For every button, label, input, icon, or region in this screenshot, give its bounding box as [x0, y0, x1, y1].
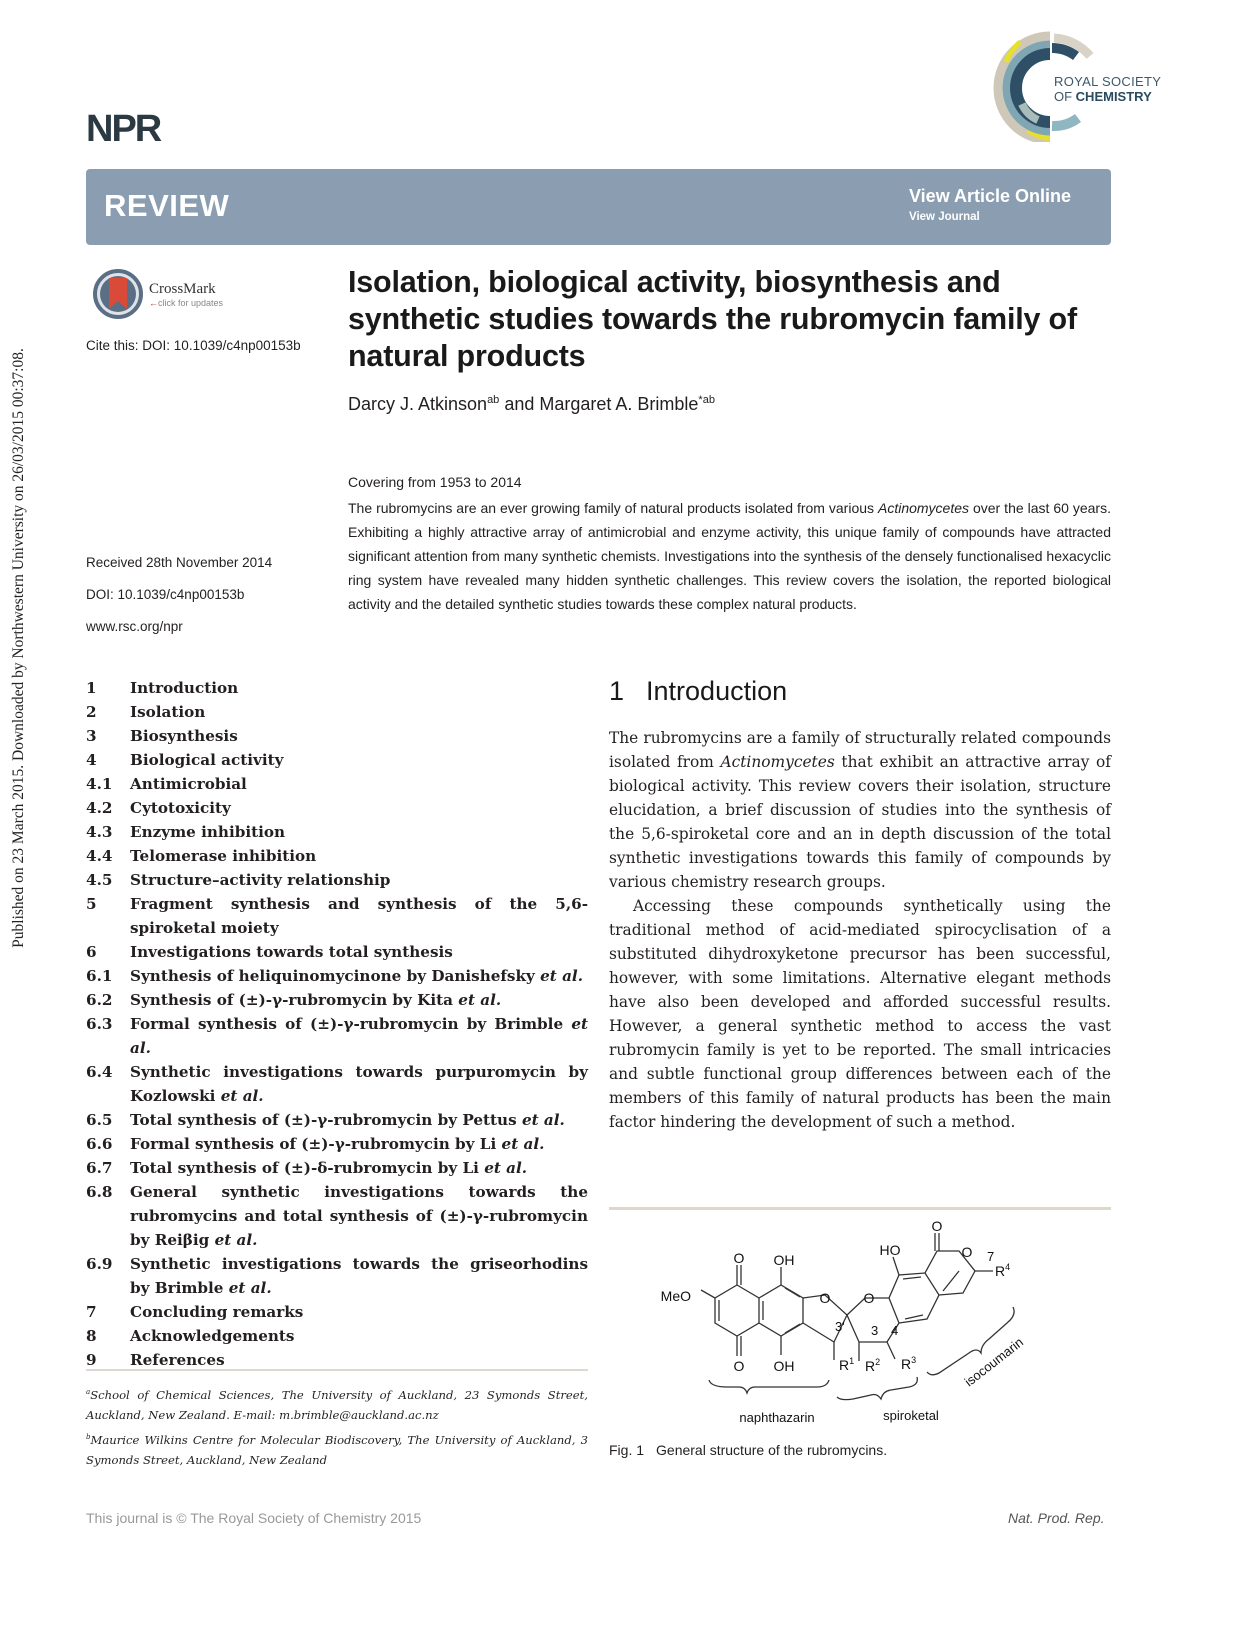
affiliation-text: School of Chemical Sciences, The University of Auckland, 23 Symonds Street, Auckland, New Zealand. E-mail: m.brimble@auckland.ac.nz	[86, 1387, 588, 1423]
toc-label	[130, 964, 588, 988]
table-of-contents	[86, 676, 588, 1372]
abstract-italic: Actinomycetes	[877, 500, 970, 516]
journal-abbrev: NPR	[86, 108, 161, 150]
author-name[interactable]: Darcy J. Atkinson	[348, 394, 488, 414]
label-spiroketal: spiroketal	[883, 1408, 939, 1423]
toc-number: 1	[86, 679, 97, 697]
label-o: O	[961, 1244, 973, 1260]
toc-label-text: References	[130, 1351, 225, 1369]
publisher-name-line2	[1054, 89, 1152, 104]
toc-number: 8	[86, 1327, 97, 1345]
figure-label: Fig. 1	[609, 1442, 645, 1458]
label-o: O	[931, 1218, 943, 1234]
toc-etal: et al.	[214, 1231, 258, 1249]
toc-label-text: Telomerase inhibition	[130, 847, 317, 865]
paragraph	[609, 726, 1111, 894]
toc-item[interactable]	[86, 868, 588, 892]
abstract-text: over the last 60 years. Exhibiting a highly attractive array of antimicrobial and enzyme activity, this unique family of compounds have attracted significant attention from many synthetic chemists. Investigations into the synthesis of the densely functionalised hexacyclic ring system have revealed many hidden synthetic challenges. This review covers the isolation, the reported biological activity and the detailed synthetic studies towards these complex natural products.	[348, 500, 1111, 612]
toc-label-text: Synthetic investigations towards purpuromycin by Kozlowski	[130, 1063, 588, 1105]
toc-label	[130, 940, 588, 964]
label-position-7: 7	[987, 1249, 995, 1264]
section-heading-introduction	[609, 676, 787, 707]
publisher-name-bold: CHEMISTRY	[1075, 89, 1152, 104]
toc-item[interactable]	[86, 1060, 588, 1108]
toc-label	[130, 724, 588, 748]
doi[interactable]: DOI: 10.1039/c4np00153b	[86, 587, 245, 602]
toc-item[interactable]	[86, 748, 588, 772]
toc-label	[130, 1324, 588, 1348]
toc-etal: et al.	[540, 967, 583, 985]
toc-number: 6.6	[86, 1135, 113, 1153]
toc-number: 4.4	[86, 847, 113, 865]
paragraph-italic: Actinomycetes	[720, 753, 835, 771]
affiliation-text: Maurice Wilkins Centre for Molecular Biodiscovery, The University of Auckland, 3 Symonds Street, Auckland, New Zealand	[86, 1432, 588, 1468]
download-stamp	[6, 318, 32, 978]
toc-number: 6.8	[86, 1183, 113, 1201]
toc-item[interactable]	[86, 796, 588, 820]
toc-label-text: Fragment synthesis and synthesis of the 5,6-spiroketal moiety	[130, 895, 588, 937]
section-title: Introduction	[646, 676, 788, 706]
toc-label-text: Acknowledgements	[130, 1327, 295, 1345]
toc-label-text: Isolation	[130, 703, 206, 721]
toc-number: 6.5	[86, 1111, 113, 1129]
toc-item[interactable]	[86, 1108, 588, 1132]
toc-etal: et al.	[484, 1159, 528, 1177]
label-naphthazarin: naphthazarin	[739, 1410, 815, 1425]
crossmark-title: CrossMark	[149, 280, 216, 297]
abstract	[348, 496, 1111, 616]
toc-item[interactable]	[86, 1156, 588, 1180]
toc-etal: et al.	[458, 991, 502, 1009]
toc-label	[130, 988, 588, 1012]
author-name[interactable]: Margaret A. Brimble	[539, 394, 699, 414]
toc-number: 2	[86, 703, 97, 721]
toc-label-text: Synthesis of (±)-γ-rubromycin by Kita	[130, 991, 459, 1009]
toc-number: 3	[86, 727, 97, 745]
publisher-logo[interactable]	[992, 30, 1162, 142]
toc-label-text: Enzyme inhibition	[130, 823, 286, 841]
toc-label	[130, 1252, 588, 1300]
figure-caption	[609, 1442, 887, 1458]
cite-this	[86, 338, 301, 353]
toc-etal: et al.	[220, 1087, 264, 1105]
toc-label-text: Synthetic investigations towards the griseorhodins by Brimble	[130, 1255, 588, 1297]
author-list	[348, 394, 715, 415]
toc-label	[130, 1060, 588, 1108]
label-ho: HO	[879, 1242, 901, 1258]
toc-item[interactable]	[86, 964, 588, 988]
coverage-period: Covering from 1953 to 2014	[348, 474, 522, 490]
label-oh: OH	[773, 1358, 795, 1374]
figure-divider	[609, 1207, 1111, 1210]
section-number: 1	[609, 676, 625, 706]
toc-number: 4	[86, 751, 97, 769]
label-oh: OH	[773, 1252, 795, 1268]
toc-label-text: Total synthesis of (±)-γ-rubromycin by Pettus	[130, 1111, 522, 1129]
toc-etal: et al.	[130, 1015, 588, 1057]
author-affil-mark: *ab	[698, 394, 715, 406]
toc-item[interactable]	[86, 676, 588, 700]
crossmark-subtitle-text: click for updates	[158, 297, 224, 308]
toc-label-text: Formal synthesis of (±)-γ-rubromycin by Brimble	[130, 1015, 572, 1033]
toc-label	[130, 1300, 588, 1324]
journal-website-link[interactable]: www.rsc.org/npr	[86, 619, 183, 634]
toc-label	[130, 820, 588, 844]
label-isocoumarin: isocoumarin	[961, 1334, 1027, 1390]
rubromycin-structure-diagram	[609, 1215, 1111, 1430]
view-article-online-link[interactable]: View Article Online	[909, 186, 1072, 206]
cite-doi[interactable]: DOI: 10.1039/c4np00153b	[142, 338, 301, 353]
toc-item[interactable]	[86, 1252, 588, 1300]
toc-label	[130, 796, 588, 820]
toc-label	[130, 868, 588, 892]
label-o: O	[819, 1290, 831, 1306]
paragraph-text: The rubromycins are a family of structurally related compounds isolated from	[609, 729, 1111, 771]
toc-number: 4.3	[86, 823, 113, 841]
author-joiner: and	[499, 394, 540, 414]
toc-label-text: Synthesis of heliquinomycinone by Danishefsky	[130, 967, 541, 985]
toc-label-text: Antimicrobial	[130, 775, 247, 793]
affiliation-a	[86, 1382, 588, 1426]
label-o: O	[733, 1250, 745, 1266]
toc-label-text: Concluding remarks	[130, 1303, 304, 1321]
toc-item[interactable]	[86, 700, 588, 724]
toc-number: 7	[86, 1303, 97, 1321]
toc-etal: et al.	[521, 1111, 565, 1129]
toc-number: 5	[86, 895, 97, 913]
arrow-left-icon: ←	[149, 297, 158, 308]
figure-caption-text: General structure of the rubromycins.	[656, 1442, 888, 1458]
toc-label-text: Formal synthesis of (±)-γ-rubromycin by Li	[130, 1135, 502, 1153]
view-journal-link[interactable]: View Journal	[909, 211, 980, 223]
toc-number: 6.1	[86, 967, 113, 985]
publisher-name-prefix: OF	[1054, 89, 1076, 104]
crossmark-subtitle	[149, 298, 223, 308]
toc-etal: et al.	[501, 1135, 545, 1153]
toc-item[interactable]	[86, 1324, 588, 1348]
publisher-name-line1: ROYAL SOCIETY	[1054, 74, 1162, 89]
toc-label	[130, 676, 588, 700]
toc-number: 4.2	[86, 799, 113, 817]
toc-etal: et al.	[228, 1279, 272, 1297]
toc-label-text: Biological activity	[130, 751, 284, 769]
label-meo: MeO	[660, 1288, 691, 1304]
label-position-4: 4	[891, 1323, 899, 1338]
toc-label	[130, 1180, 588, 1252]
toc-number: 9	[86, 1351, 97, 1369]
article-type-label: REVIEW	[104, 188, 230, 223]
toc-label	[130, 844, 588, 868]
figure-1-structure	[609, 1215, 1111, 1430]
label-position-3prime: 3'	[835, 1319, 845, 1334]
toc-number: 4.5	[86, 871, 113, 889]
affiliations	[86, 1382, 588, 1472]
received-date: Received 28th November 2014	[86, 555, 273, 570]
label-r3: $R^3$	[901, 1355, 917, 1372]
toc-item[interactable]	[86, 1012, 588, 1060]
toc-number: 6.2	[86, 991, 113, 1009]
toc-item[interactable]	[86, 892, 588, 940]
toc-label	[130, 772, 588, 796]
paragraph: Accessing these compounds synthetically using the traditional method of acid-mediated spirocyclisation of a substituted dihydroxyketone precursor has been successful, however, with some limitations. Alternative elegant methods have also been developed and afforded successful results. However, a general synthetic method to access the vast rubromycin family is yet to be reported. The small intricacies and subtle functional group differences between each of the members of this family of natural products has been the main factor hindering the development of such a method.	[609, 897, 1111, 1131]
crossmark-icon	[93, 269, 143, 319]
crossmark-button[interactable]	[93, 267, 243, 321]
copyright-footer: This journal is © The Royal Society of Chemistry 2015	[86, 1510, 422, 1526]
author-affil-mark: ab	[487, 394, 500, 406]
toc-item[interactable]	[86, 844, 588, 868]
toc-label-text: Investigations towards total synthesis	[130, 943, 453, 961]
label-o: O	[863, 1290, 875, 1306]
toc-item[interactable]	[86, 1300, 588, 1324]
toc-item[interactable]	[86, 988, 588, 1012]
article-type-banner	[86, 169, 1111, 245]
toc-number: 6.4	[86, 1063, 113, 1081]
toc-label-text: Introduction	[130, 679, 239, 697]
divider	[86, 1369, 588, 1371]
abstract-text: The rubromycins are an ever growing family of natural products isolated from various	[348, 500, 878, 516]
toc-label-text: Cytotoxicity	[130, 799, 231, 817]
toc-label-text: Structure–activity relationship	[130, 871, 391, 889]
toc-label	[130, 892, 588, 940]
toc-label	[130, 1108, 588, 1132]
toc-label	[130, 1012, 588, 1060]
toc-item[interactable]	[86, 724, 588, 748]
toc-item[interactable]	[86, 1180, 588, 1252]
toc-label	[130, 748, 588, 772]
label-position-3: 3	[871, 1323, 879, 1338]
label-r4: $R^4$	[995, 1262, 1011, 1279]
label-r1: $R^1$	[839, 1356, 855, 1373]
affiliation-b	[86, 1427, 588, 1471]
affiliation-mark: a	[86, 1388, 91, 1396]
article-title: Isolation, biological activity, biosynthesis and synthetic studies towards the rubromycin family of natural products	[348, 265, 1077, 373]
toc-item[interactable]	[86, 940, 588, 964]
affiliation-mark: b	[86, 1432, 91, 1441]
toc-item[interactable]	[86, 820, 588, 844]
paragraph-text: that exhibit an attractive array of biological activity. This review covers their isolation, structure elucidation, a brief discussion of studies into the synthesis of the 5,6-spiroketal core and an in depth discussion of the total synthetic investigations towards this family of compounds by various chemistry research groups.	[609, 753, 1112, 891]
toc-label	[130, 1132, 588, 1156]
toc-label	[130, 1156, 588, 1180]
toc-number: 6.3	[86, 1015, 113, 1033]
toc-item[interactable]	[86, 1132, 588, 1156]
toc-item[interactable]	[86, 772, 588, 796]
label-o: O	[733, 1358, 745, 1374]
download-stamp-text: Published on 23 March 2015. Downloaded by Northwestern University on 26/03/2015 00:37:08.	[10, 348, 27, 948]
label-r2: $R^2$	[865, 1357, 881, 1374]
toc-number: 6.7	[86, 1159, 113, 1177]
toc-number: 4.1	[86, 775, 113, 793]
toc-label	[130, 700, 588, 724]
toc-label-text: General synthetic investigations towards the rubromycins and total synthesis of (±)-γ-rubromycin by Reiβig	[130, 1183, 588, 1249]
journal-footer: Nat. Prod. Rep.	[1008, 1510, 1105, 1526]
toc-number: 6.9	[86, 1255, 113, 1273]
cite-label: Cite this:	[86, 338, 139, 353]
toc-label-text: Biosynthesis	[130, 727, 238, 745]
toc-label-text: Total synthesis of (±)-δ-rubromycin by Li	[130, 1159, 485, 1177]
toc-number: 6	[86, 943, 97, 961]
introduction-body	[609, 726, 1111, 1134]
